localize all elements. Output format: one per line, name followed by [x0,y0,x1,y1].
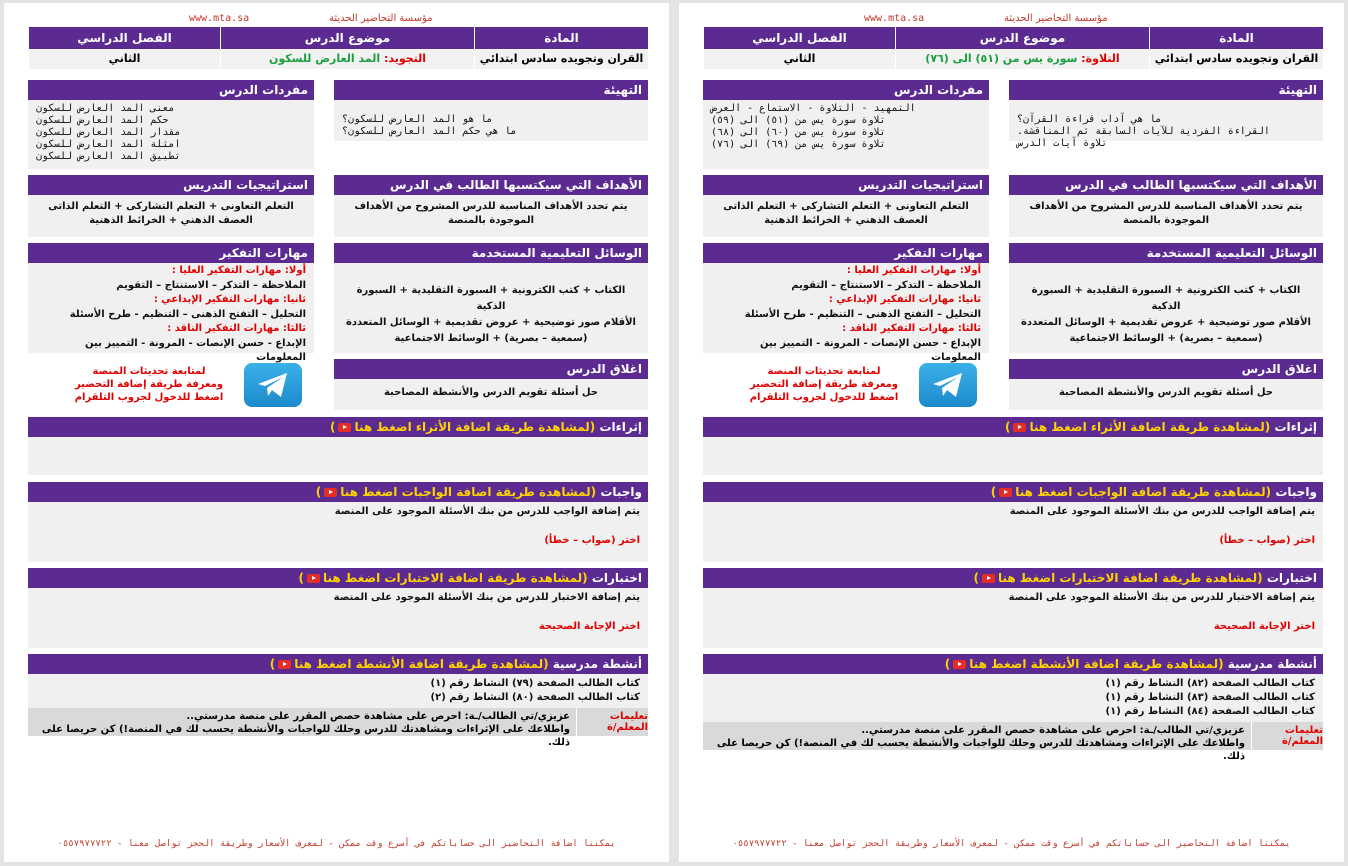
thinking-creative-title: ثانيا: مهارات التفكير الإبداعي : [153,294,306,305]
tools-line-1: الكتاب + كتب الكترونية + السبورة التقليدية + السبورة الذكية [1031,285,1301,312]
vocab-item: التمهيد - التلاوة - الاستماع - العرض [711,103,916,114]
youtube-icon [338,423,351,432]
thinking-creative-text: التحليل – التفتح الذهنى – التنظيم - طرح الأسئلة [69,308,306,320]
vocab-item: تطبيق المد العارض للسكون [36,151,181,162]
lesson-page-left [4,3,669,862]
activities-list [28,674,648,708]
youtube-icon [999,488,1012,497]
tests-title: اختبارات [1266,571,1317,585]
lesson-page-right [679,3,1344,862]
activities-list [703,674,1323,722]
telegram-link[interactable] [74,365,224,404]
tests-link[interactable] [974,571,1263,585]
thinking-higher-title: أولا: مهارات التفكير العليا : [846,265,981,276]
teacher-instructions-label: تعليمات المعلم/ة [576,708,648,736]
teacher-line-1: عزيزي/تي الطالب/ـة: احرص على مشاهدة حصص المقرر على منصة مدرستي.. [861,725,1245,736]
telegram-line-2: ومعرفة طريقة إضافة التحضير [74,379,224,390]
tests-link-close: ) [298,571,304,585]
teacher-instructions [28,708,648,748]
enrichment-link-close: ) [1004,420,1011,434]
strategies-line-1: التعلم التعاونى + التعلم التشاركى + التعلم الذاتى [723,201,969,212]
telegram-line-1: لمتابعة تحديثات المنصة [767,366,881,377]
site-url[interactable]: www.mta.sa [189,13,250,24]
activities-link[interactable] [270,657,549,671]
lesson-info-table [28,27,648,69]
homework-link[interactable] [316,485,596,499]
page-footer: يمكننا اضافة التحاضير الى حساباتكم في أسرع وقت ممكن - لمعرف الأسعار وطريقة الحجز تواصل معنا - ٠٥٥٧٩٧٧٧٢٢ [732,839,1291,849]
thinking-critical-title: ثالثا: مهارات التفكير الناقد : [842,323,981,334]
topic-value [221,49,474,69]
topic-main: المد العارض للسكون [268,52,381,65]
acts-item: كتاب الطالب الصفحة (٨٤) النشاط رقم (١) [1105,706,1315,717]
homework-link-text: (لمشاهدة طريقة اضافة الواجبات اضغط هنا [1015,485,1272,499]
vocab-item: تلاوة سورة يس من (٥١) الى (٥٩) [711,115,886,126]
telegram-line-3: اضغط للدخول لجروب التلقرام [74,392,224,403]
warmup-item: ما هي آداب قراءة القرآن؟ [1017,114,1162,125]
telegram-icon[interactable] [244,363,302,407]
activities-box [703,654,1323,722]
telegram-line-1: لمتابعة تحديثات المنصة [92,366,206,377]
lesson-info-table [703,27,1323,69]
enrichment-link-close: ) [329,420,336,434]
subject-header: المادة [475,27,648,49]
org-name: مؤسسة التحاضير الحديثة [329,13,433,24]
thinking-content [28,263,314,369]
tests-header [28,568,648,588]
goals-header: الأهداف التي سيكتسبها الطالب في الدرس [1009,175,1323,195]
homework-box [28,482,648,562]
thinking-higher-title: أولا: مهارات التفكير العليا : [171,265,306,276]
activities-link-text: (لمشاهدة طريقة اضافة الأنشطة اضغط هنا [294,657,549,671]
warmup-item: القراءة الفردية للآيات السابقة ثم المناقشة. [1017,126,1270,137]
strategies-line-1: التعلم التعاونى + التعلم التشاركى + التعلم الذاتى [48,201,294,212]
tools-line-2: الأقلام صور توضيحية + عروض تقديمية + الوسائل المتعددة [346,317,636,328]
vocab-box [703,80,989,169]
tests-link-text: (لمشاهدة طريقة اضافة الاختبارات اضغط هنا [998,571,1263,585]
activities-link-close: ) [944,657,951,671]
page-header [4,13,669,27]
thinking-header: مهارات التفكير [28,243,314,263]
subject-value: القران وتجويده سادس ابتدائي [475,49,648,69]
strategies-header: استراتيجيات التدريس [28,175,314,195]
youtube-icon [278,660,291,669]
telegram-line-3: اضغط للدخول لجروب التلقرام [749,392,899,403]
goals-header: الأهداف التي سيكتسبها الطالب في الدرس [334,175,648,195]
activities-link[interactable] [945,657,1224,671]
tests-box [703,568,1323,648]
vocab-header: مفردات الدرس [28,80,314,100]
closing-text: حل أسئلة تقويم الدرس والأنشطة المصاحبة [1058,387,1274,398]
tools-line-1: الكتاب + كتب الكترونية + السبورة التقليدية + السبورة الذكية [356,285,626,312]
tests-link-close: ) [973,571,979,585]
vocab-item: تلاوة سورة يس من (٦٠) الى (٦٨) [711,127,886,138]
enrichment-box [703,417,1323,475]
thinking-higher-text: الملاحظة – التذكر – الاستنتاج – التقويم [791,279,981,291]
tools-header: الوسائل التعليمية المستخدمة [334,243,648,263]
closing-header: اغلاق الدرس [334,359,648,379]
youtube-icon [307,574,320,583]
teacher-line-2: واطلاعك على الإثراءات ومشاهدتك للدرس وحلك للواجبات والأنشطة يحسب لك في المنصة!) كن حريصا على ذلك. [716,738,1245,762]
thinking-critical-text: الإبداع - حسن الإنصات - المرونة - التمييز بين المعلومات [85,337,306,363]
tests-link-text: (لمشاهدة طريقة اضافة الاختبارات اضغط هنا [323,571,588,585]
subject-column [1149,27,1323,69]
homework-header [703,482,1323,502]
strategies-header: استراتيجيات التدريس [703,175,989,195]
warmup-content [334,100,648,141]
thinking-box [28,243,314,363]
topic-prefix: التجويد: [383,52,427,65]
thinking-content [703,263,989,369]
activities-title: أنشطة مدرسية [1227,657,1317,671]
telegram-link[interactable] [749,365,899,404]
warmup-header: التهيئة [334,80,648,100]
tests-type: اختر الإجابة الصحيحة [538,621,640,632]
enrichment-header [703,417,1323,437]
youtube-icon [1013,423,1026,432]
goals-text: يتم تحدد الأهداف المناسبة للدرس المشروح من الأهداف الموجودة بالمنصة [354,201,628,226]
homework-link-close: ) [990,485,997,499]
tests-header [703,568,1323,588]
warmup-box [1009,80,1323,149]
warmup-box [334,80,648,141]
teacher-instructions-text [28,708,576,748]
thinking-creative-text: التحليل – التفتح الذهنى – التنظيم - طرح الأسئلة [744,308,981,320]
goals-box [1009,175,1323,237]
tools-box [334,243,648,353]
vocab-box [28,80,314,169]
term-header: الفصل الدراسي [704,27,895,49]
vocab-content [28,100,314,166]
telegram-icon[interactable] [919,363,977,407]
closing-box [1009,359,1323,410]
term-column [28,27,220,69]
homework-text: يتم إضافة الواجب للدرس من بنك الأسئلة الموجود على المنصة [1009,506,1315,517]
youtube-icon [324,488,337,497]
page-footer: يمكننا اضافة التحاضير الى حساباتكم في أسرع وقت ممكن - لمعرف الأسعار وطريقة الحجز تواصل معنا - ٠٥٥٧٩٧٧٧٢٢ [57,839,616,849]
thinking-critical-title: ثالثا: مهارات التفكير الناقد : [167,323,306,334]
enrichment-header [28,417,648,437]
acts-item: كتاب الطالب الصفحة (٨٢) النشاط رقم (١) [1105,678,1315,689]
topic-prefix: التلاوة: [1081,52,1120,65]
acts-item: كتاب الطالب الصفحة (٨٣) النشاط رقم (١) [1105,692,1315,703]
tests-title: اختبارات [591,571,642,585]
closing-header: اغلاق الدرس [1009,359,1323,379]
term-header: الفصل الدراسي [29,27,220,49]
homework-header [28,482,648,502]
vocab-item: مقدار المد العارض للسكون [36,127,181,138]
youtube-icon [982,574,995,583]
org-name: مؤسسة التحاضير الحديثة [1004,13,1108,24]
vocab-item: معنى المد العارض للسكون [36,103,175,114]
vocab-item: امثلة المد العارض للسكون [36,139,181,150]
topic-header: موضوع الدرس [221,27,474,49]
homework-link[interactable] [991,485,1271,499]
vocab-item: حكم المد العارض للسكون [36,115,169,126]
closing-text: حل أسئلة تقويم الدرس والأنشطة المصاحبة [383,387,599,398]
strategies-line-2: العصف الذهني + الخرائط الذهنية [764,215,928,226]
vocab-header: مفردات الدرس [703,80,989,100]
acts-item: كتاب الطالب الصفحة (٧٩) النشاط رقم (١) [430,678,640,689]
subject-value: القران وتجويده سادس ابتدائي [1150,49,1323,69]
activities-title: أنشطة مدرسية [552,657,642,671]
teacher-instructions-text [703,722,1251,762]
youtube-icon [953,660,966,669]
tools-content [334,263,648,350]
subject-header: المادة [1150,27,1323,49]
tests-box [28,568,648,648]
enrichment-link[interactable] [330,420,595,434]
goals-box [334,175,648,237]
homework-type: اختر (صواب – خطأ) [1219,535,1315,546]
tests-text: يتم إضافة الاختبار للدرس من بنك الأسئلة الموجود على المنصة [333,592,640,603]
strategies-content [703,195,989,231]
thinking-critical-text: الإبداع - حسن الإنصات - المرونة - التمييز بين المعلومات [760,337,981,363]
activities-link-close: ) [269,657,276,671]
term-value: الثاني [29,49,220,69]
tools-box [1009,243,1323,353]
enrichment-box [28,417,648,475]
tests-text: يتم إضافة الاختبار للدرس من بنك الأسئلة الموجود على المنصة [1008,592,1315,603]
homework-box [703,482,1323,562]
closing-box [334,359,648,410]
topic-main: سورة يس من (٥١) الى (٧٦) [925,52,1078,65]
activities-link-text: (لمشاهدة طريقة اضافة الأنشطة اضغط هنا [969,657,1224,671]
strategies-box [28,175,314,237]
thinking-creative-title: ثانيا: مهارات التفكير الإبداعي : [828,294,981,305]
teacher-instructions-label: تعليمات المعلم/ة [1251,722,1323,750]
tests-type: اختر الإجابة الصحيحة [1213,621,1315,632]
subject-column [474,27,648,69]
enrichment-title: إثراءات [599,420,642,434]
strategies-line-2: العصف الذهني + الخرائط الذهنية [89,215,253,226]
term-column [703,27,895,69]
tools-line-3: (سمعية – بصرية) + الوسائط الاجتماعية [394,333,588,344]
homework-title: واجبات [600,485,642,499]
thinking-box [703,243,989,363]
acts-item: كتاب الطالب الصفحة (٨٠) النشاط رقم (٢) [430,692,640,703]
enrichment-link-text: (لمشاهدة طريقة اضافة الأثراء اضغط هنا [354,420,596,434]
vocab-item: تلاوة سورة يس من (٦٩) الى (٧٦) [711,139,886,150]
tools-line-2: الأقلام صور توضيحية + عروض تقديمية + الوسائل المتعددة [1021,317,1311,328]
tools-content [1009,263,1323,350]
strategies-content [28,195,314,231]
topic-column [220,27,474,69]
teacher-instructions [703,722,1323,762]
warmup-item: ما هي حكم المد العارض للسكون؟ [342,126,517,137]
goals-text: يتم تحدد الأهداف المناسبة للدرس المشروح من الأهداف الموجودة بالمنصة [1029,201,1303,226]
term-value: الثاني [704,49,895,69]
homework-type: اختر (صواب – خطأ) [544,535,640,546]
enrichment-title: إثراءات [1274,420,1317,434]
thinking-header: مهارات التفكير [703,243,989,263]
topic-value [896,49,1149,69]
topic-column [895,27,1149,69]
vocab-content [703,100,989,154]
activities-box [28,654,648,708]
teacher-line-1: عزيزي/تي الطالب/ـة: احرص على مشاهدة حصص المقرر على منصة مدرستي.. [186,711,570,722]
homework-link-text: (لمشاهدة طريقة اضافة الواجبات اضغط هنا [340,485,597,499]
thinking-higher-text: الملاحظة – التذكر – الاستنتاج – التقويم [116,279,306,291]
homework-text: يتم إضافة الواجب للدرس من بنك الأسئلة الموجود على المنصة [334,506,640,517]
tools-header: الوسائل التعليمية المستخدمة [1009,243,1323,263]
page-header [679,13,1344,27]
teacher-line-2: واطلاعك على الإثراءات ومشاهدتك للدرس وحلك للواجبات والأنشطة يحسب لك في المنصة!) كن حريصا على ذلك. [41,724,570,748]
tools-line-3: (سمعية – بصرية) + الوسائط الاجتماعية [1069,333,1263,344]
strategies-box [703,175,989,237]
telegram-line-2: ومعرفة طريقة إضافة التحضير [749,379,899,390]
warmup-content [1009,100,1323,153]
topic-header: موضوع الدرس [896,27,1149,49]
site-url[interactable]: www.mta.sa [864,13,925,24]
enrichment-link-text: (لمشاهدة طريقة اضافة الأثراء اضغط هنا [1029,420,1271,434]
homework-title: واجبات [1275,485,1317,499]
homework-link-close: ) [315,485,322,499]
tests-link[interactable] [299,571,588,585]
warmup-item: ما هو المد العارض للسكون؟ [342,114,493,125]
warmup-header: التهيئة [1009,80,1323,100]
enrichment-link[interactable] [1005,420,1270,434]
activities-header [703,654,1323,674]
activities-header [28,654,648,674]
warmup-item: تلاوة آيات الدرس [1017,138,1108,149]
